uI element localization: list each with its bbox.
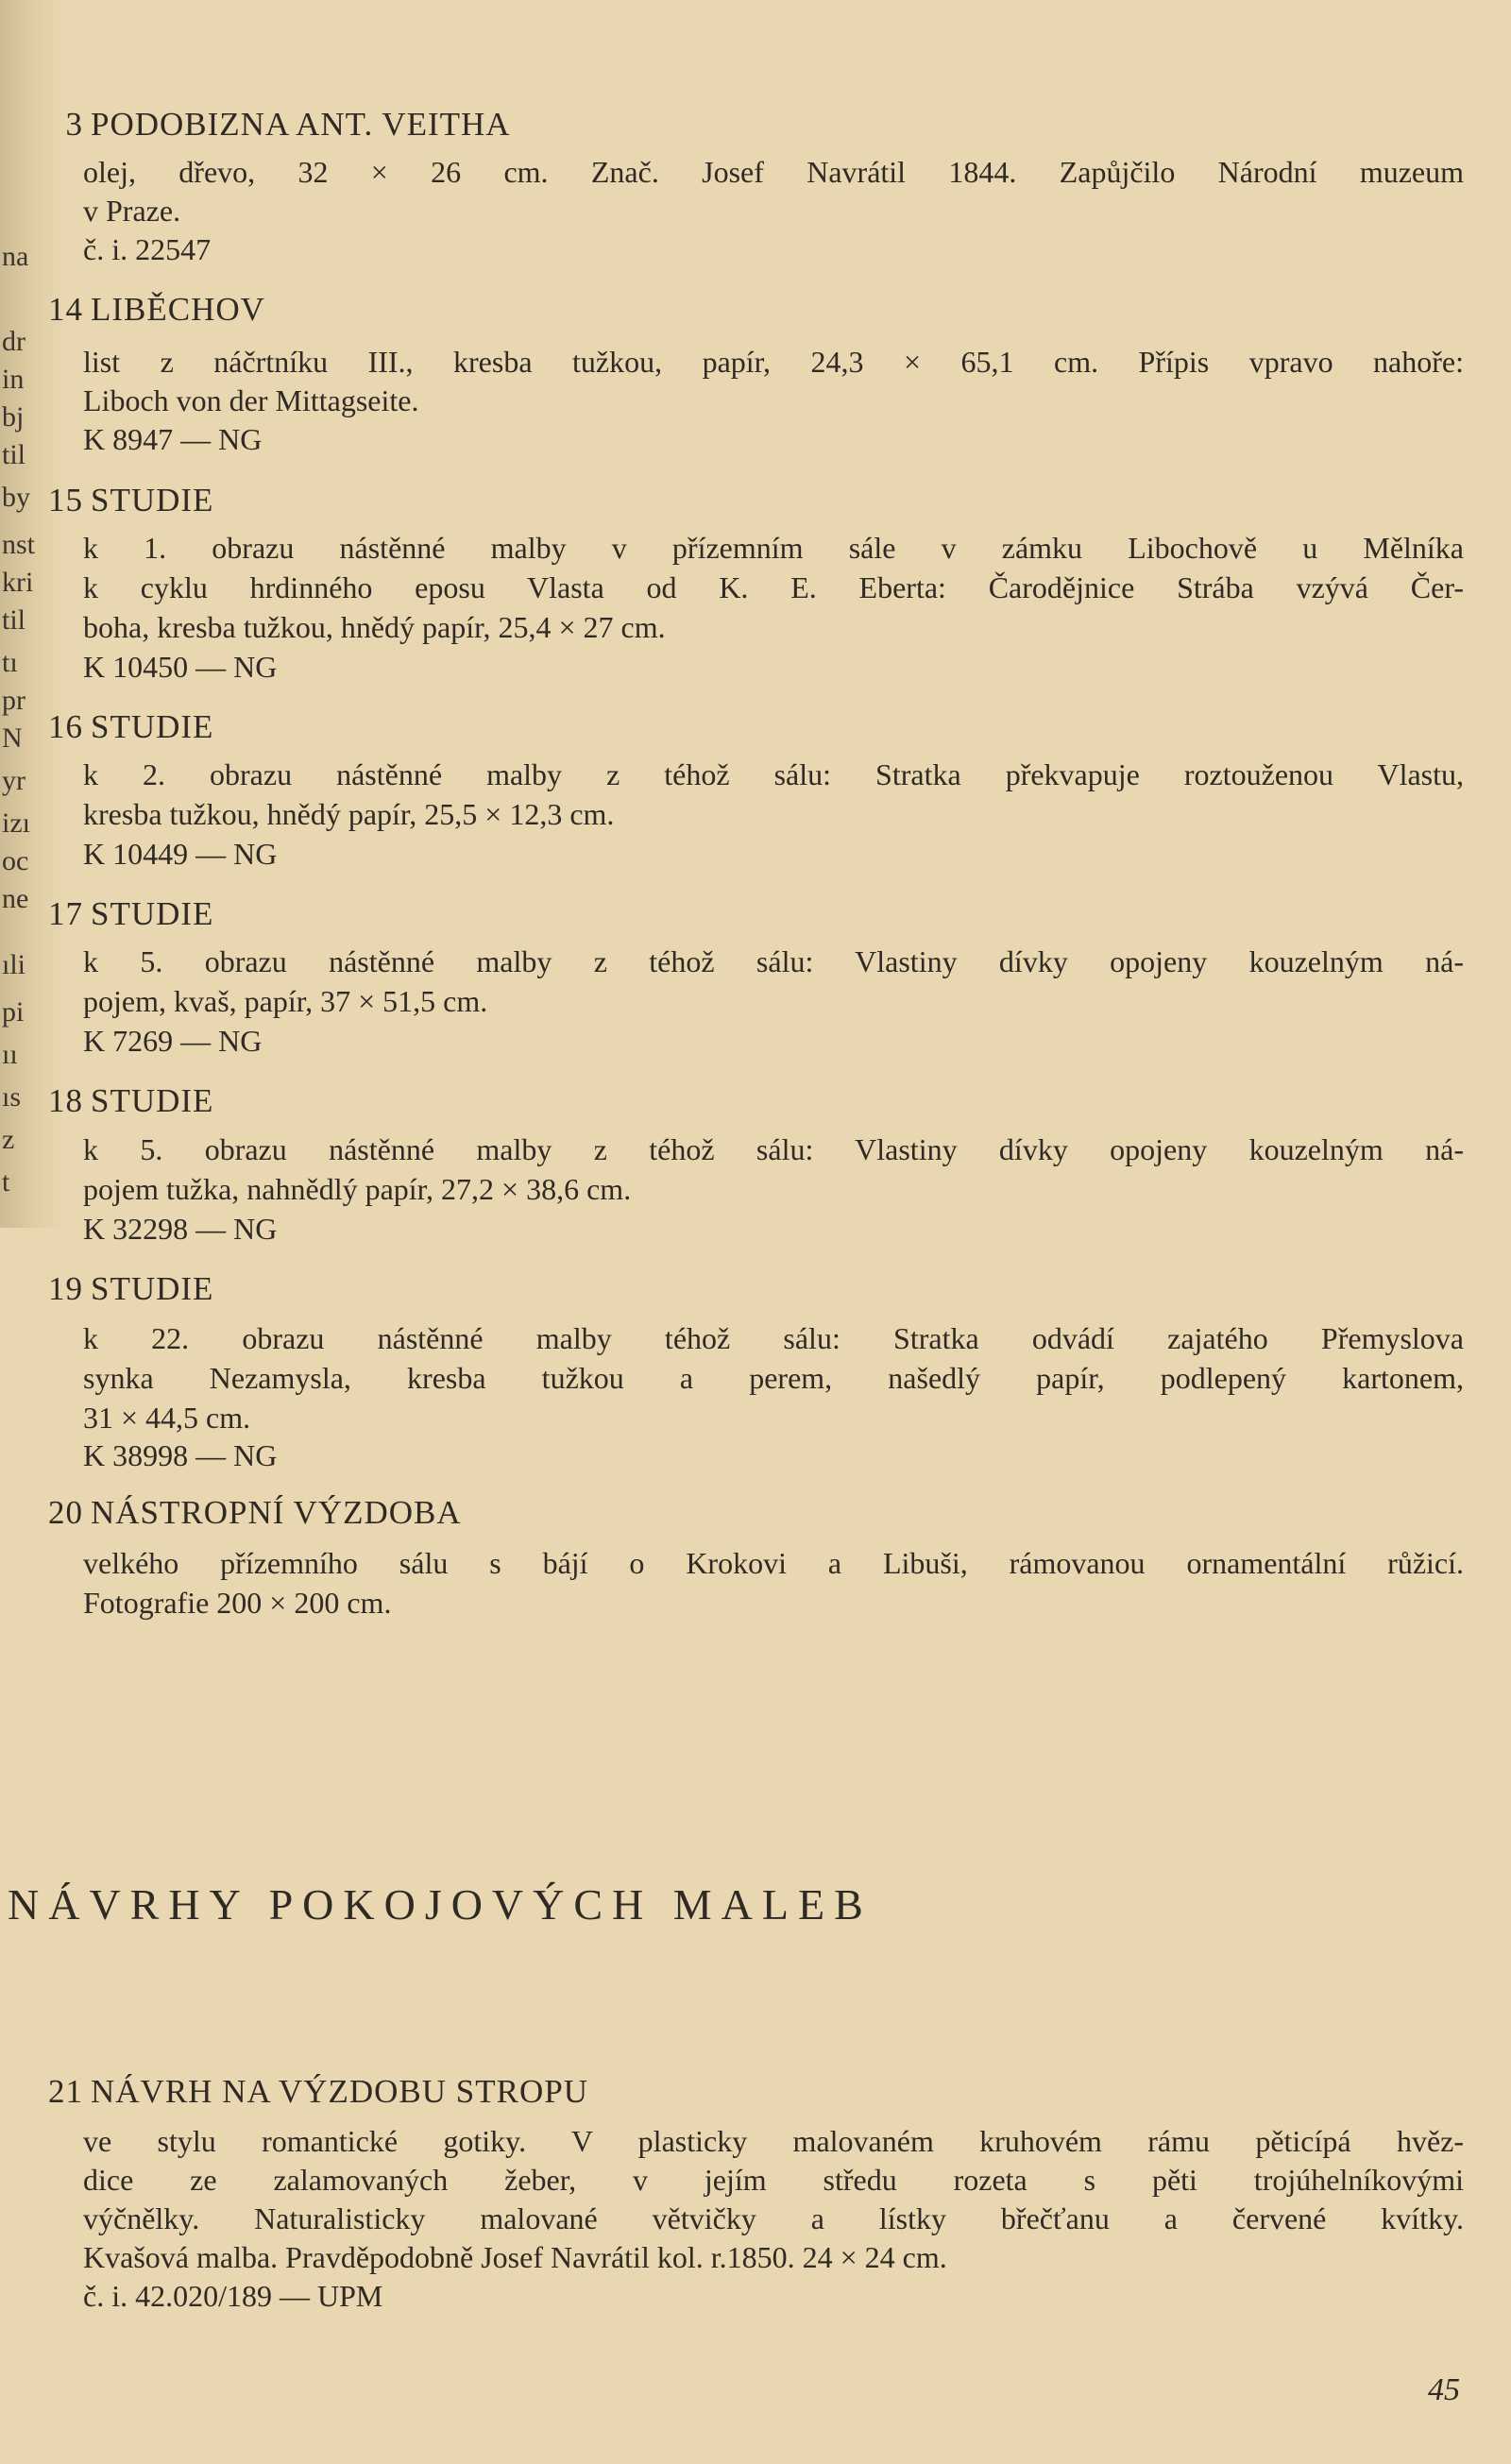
entry-line: Liboch von der Mittagseite. (83, 383, 419, 417)
entry-title: LIBĚCHOV (91, 291, 265, 328)
entry-number: 20 (48, 1494, 83, 1531)
entry-line: K 7269 — NG (83, 1024, 263, 1058)
entry-number: 14 (48, 291, 83, 328)
margin-fragment: kri (2, 567, 34, 598)
entry-line: k 1. obrazu nástěnné malby v přízemním sále v zámku Libochově u Mělníka (83, 531, 1464, 565)
entry-line: Kvašová malba. Pravděpodobně Josef Navrátil kol. r.1850. 24 × 24 cm. (83, 2240, 947, 2274)
entry-title: NÁSTROPNÍ VÝZDOBA (91, 1494, 462, 1531)
margin-fragment: pi (2, 996, 25, 1028)
entry-line: výčnělky. Naturalisticky malované větvičky a lístky břečťanu a červené kvítky. (83, 2201, 1464, 2235)
entry-number: 15 (48, 482, 83, 518)
entry-line: k 2. obrazu nástěnné malby z téhož sálu: Stratka překvapuje roztouženou Vlastu, (83, 757, 1464, 791)
entry-line: v Praze. (83, 194, 181, 228)
entry-line: č. i. 42.020/189 — UPM (83, 2279, 383, 2313)
entry-line: Fotografie 200 × 200 cm. (83, 1586, 392, 1620)
entry-number: 16 (48, 708, 83, 745)
entry-title: STUDIE (91, 1082, 214, 1119)
entry-line: kresba tužkou, hnědý papír, 25,5 × 12,3 cm. (83, 797, 615, 831)
entry-title: PODOBIZNA ANT. VEITHA (91, 106, 511, 143)
margin-fragment: N (2, 722, 23, 754)
entry-line: pojem tužka, nahnědlý papír, 27,2 × 38,6 cm. (83, 1172, 632, 1206)
page-number: 45 (1428, 2372, 1460, 2407)
margin-fragment: ıli (2, 949, 26, 980)
margin-fragment: til (2, 439, 26, 470)
margin-fragment: ıı (2, 1039, 18, 1070)
margin-fragment: yr (2, 765, 25, 796)
margin-fragment: ne (2, 883, 29, 914)
margin-fragment: by (2, 482, 30, 513)
margin-fragment: tı (2, 647, 18, 678)
entry-line: K 10450 — NG (83, 650, 278, 684)
entry-line: synka Nezamysla, kresba tužkou a perem, našedlý papír, podlepený kartonem, (83, 1361, 1464, 1395)
entry-line: k 22. obrazu nástěnné malby téhož sálu: Stratka odvádí zajatého Přemyslova (83, 1321, 1464, 1355)
entry-title: STUDIE (91, 895, 214, 932)
margin-fragment: t (2, 1166, 10, 1198)
entry-line: boha, kresba tužkou, hnědý papír, 25,4 × 27 cm. (83, 610, 666, 644)
margin-fragment: nst (2, 529, 36, 560)
entry-number: 19 (48, 1270, 83, 1307)
entry-line: dice ze zalamovaných žeber, v jejím středu rozeta s pěti trojúhelníkovými (83, 2163, 1464, 2197)
entry-line: olej, dřevo, 32 × 26 cm. Znač. Josef Navrátil 1844. Zapůjčilo Národní muzeum (83, 155, 1464, 189)
entry-line: K 10449 — NG (83, 837, 278, 871)
section-title: NÁVRHY POKOJOVÝCH MALEB (8, 1880, 873, 1929)
entry-title: NÁVRH NA VÝZDOBU STROPU (91, 2073, 588, 2110)
margin-fragment: pr (2, 685, 25, 716)
entry-line: K 32298 — NG (83, 1212, 278, 1246)
entry-line: K 38998 — NG (83, 1438, 278, 1472)
margin-fragment: z (2, 1124, 15, 1155)
entry-line: 31 × 44,5 cm. (83, 1401, 251, 1435)
entry-line: č. i. 22547 (83, 232, 212, 266)
entry-line: K 8947 — NG (83, 422, 263, 456)
entry-line: k 5. obrazu nástěnné malby z téhož sálu: Vlastiny dívky opojeny kouzelným ná- (83, 1132, 1464, 1166)
entry-number: 3 (65, 106, 83, 143)
entry-line: ve stylu romantické gotiky. V plasticky malovaném kruhovém rámu pěticípá hvěz- (83, 2124, 1464, 2158)
entry-title: STUDIE (91, 482, 214, 518)
entry-title: STUDIE (91, 1270, 214, 1307)
entry-line: velkého přízemního sálu s bájí o Krokovi a Libuši, rámovanou ornamentální růžicí. (83, 1546, 1464, 1580)
margin-fragment: bj (2, 401, 25, 433)
margin-fragment: dr (2, 326, 25, 357)
margin-fragment: ıs (2, 1081, 22, 1113)
entry-number: 21 (48, 2073, 83, 2110)
entry-number: 18 (48, 1082, 83, 1119)
margin-fragment: na (2, 241, 29, 272)
margin-fragment: til (2, 604, 26, 636)
entry-line: k cyklu hrdinného eposu Vlasta od K. E. Eberta: Čarodějnice Strába vzývá Čer- (83, 570, 1464, 604)
entry-line: k 5. obrazu nástěnné malby z téhož sálu: Vlastiny dívky opojeny kouzelným ná- (83, 944, 1464, 978)
margin-fragment: izı (2, 807, 30, 839)
margin-fragment: oc (2, 845, 29, 876)
entry-line: pojem, kvaš, papír, 37 × 51,5 cm. (83, 984, 488, 1018)
entry-number: 17 (48, 895, 83, 932)
entry-line: list z náčrtníku III., kresba tužkou, papír, 24,3 × 65,1 cm. Přípis vpravo nahoře: (83, 345, 1464, 379)
margin-fragment: in (2, 364, 25, 395)
entry-title: STUDIE (91, 708, 214, 745)
